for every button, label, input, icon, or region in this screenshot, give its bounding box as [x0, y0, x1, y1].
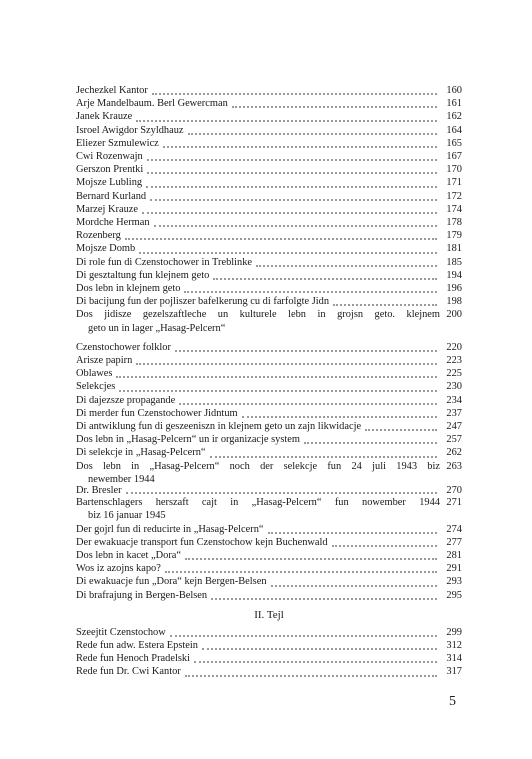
toc-entry: [76, 242, 462, 255]
toc-entry: [76, 84, 462, 97]
toc-entry-page: 196: [446, 283, 462, 295]
toc-leader-dots: [194, 660, 437, 663]
part-heading: II. Tejl: [254, 608, 284, 621]
toc-entry-page: 174: [446, 203, 462, 215]
toc-entry: [76, 575, 462, 588]
toc-entry: [76, 203, 462, 216]
toc-leader-dots: [175, 349, 437, 352]
toc-entry: [76, 137, 462, 150]
toc-entry: [76, 394, 462, 407]
toc-leader-dots: [163, 145, 437, 148]
toc-entry-title: Eliezer Szmulewicz: [76, 137, 159, 149]
toc-entry-title: Arisze papirn: [76, 355, 133, 367]
toc-entry-title: Der ewakuacje transport fun Czenstochow kejn Buchenwald: [76, 536, 328, 548]
toc-leader-dots: [139, 251, 437, 254]
toc-entry: [76, 354, 462, 367]
toc-entry-page: 225: [446, 368, 462, 380]
toc-entry: [76, 420, 462, 433]
table-of-contents: [76, 84, 462, 679]
toc-leader-dots: [147, 171, 437, 174]
toc-leader-dots: [179, 402, 437, 405]
toc-entry: [76, 433, 462, 446]
toc-entry-title-line2: newember 1944: [88, 473, 155, 485]
toc-entry-page: 200: [446, 309, 462, 321]
toc-entry-page: 270: [446, 485, 462, 497]
toc-entry-page: 247: [446, 421, 462, 433]
toc-leader-dots: [213, 277, 437, 280]
toc-entry: [76, 229, 462, 242]
toc-entry: [76, 256, 462, 269]
toc-entry: [76, 665, 462, 678]
toc-entry-page: 299: [446, 626, 462, 638]
toc-entry: [76, 562, 462, 575]
toc-leader-dots: [150, 198, 437, 201]
toc-entry-title: Dr. Bresler: [76, 485, 122, 497]
toc-entry-page: 185: [446, 256, 462, 268]
toc-leader-dots: [165, 570, 437, 573]
toc-entry-title: Di selekcje in „Hasag-Pelcern“: [76, 447, 206, 459]
toc-leader-dots: [185, 674, 437, 677]
toc-entry: [76, 549, 462, 562]
toc-entry-page: 161: [446, 98, 462, 110]
toc-entry-page: 178: [446, 217, 462, 229]
toc-entry-page: 160: [446, 85, 462, 96]
toc-entry-title: Dos lebn in kacet „Dora“: [76, 549, 182, 561]
toc-entry-page: 230: [446, 381, 462, 393]
toc-entry: [76, 626, 462, 639]
toc-entry-page: 317: [446, 666, 462, 678]
toc-entry-page: 172: [446, 190, 462, 202]
toc-entry-page: 164: [446, 124, 462, 136]
toc-leader-dots: [136, 119, 437, 122]
toc-entry-title: Marzej Krauze: [76, 203, 139, 215]
toc-entry-title: Di role fun di Czenstochower in Treblinke: [76, 256, 253, 268]
toc-entry-title-line1: Dos lebn in „Hasag-Pelcern“ noch der selekcje fun 24 juli 1943 biz: [76, 460, 440, 472]
toc-entry: [76, 176, 462, 189]
toc-entry-title: Janek Krauze: [76, 111, 133, 123]
toc-entry-title: Mojsze Domb: [76, 243, 136, 255]
toc-entry: [76, 446, 462, 459]
toc-entry-page: 223: [446, 355, 462, 367]
toc-entry: [76, 269, 462, 282]
toc-leader-dots: [256, 264, 437, 267]
toc-entry: [76, 216, 462, 229]
toc-entry: [76, 652, 462, 665]
toc-entry-multiline: [76, 460, 462, 486]
toc-entry: [76, 124, 462, 137]
toc-entry-page: 170: [446, 164, 462, 176]
toc-entry-title-line2: geto un in lager „Hasag-Pelcern“: [88, 322, 226, 334]
toc-group-topics: [76, 341, 462, 460]
toc-entry-title: Mojsze Lubling: [76, 177, 143, 189]
toc-entry-title: Di gesztaltung fun klejnem geto: [76, 269, 210, 281]
toc-leader-dots: [136, 362, 437, 365]
toc-leader-dots: [119, 389, 437, 392]
page-number: 5: [449, 694, 456, 709]
toc-leader-dots: [211, 597, 437, 600]
toc-entry-title: Dos lebn in klejnem geto: [76, 283, 181, 295]
toc-entry-title: Wos iz azojns kapo?: [76, 563, 161, 575]
toc-entry: [76, 295, 462, 308]
toc-entry-title: Rozenberg: [76, 230, 121, 242]
toc-entry-title: Di antwiklung fun di geszeeniszn in klejnem geto un zajn likwidacje: [76, 421, 362, 433]
toc-leader-dots: [126, 491, 437, 494]
toc-entry: [76, 110, 462, 123]
toc-entry: [76, 367, 462, 380]
toc-entry-multiline: [76, 496, 462, 522]
toc-entry-title: Di brafrajung in Bergen-Belsen: [76, 589, 208, 601]
toc-entry: [76, 380, 462, 393]
toc-leader-dots: [268, 531, 437, 534]
toc-entry: [76, 589, 462, 602]
toc-entry: [76, 341, 462, 354]
toc-entry-page: 262: [446, 447, 462, 459]
toc-entry-title: Rede fun Henoch Pradelski: [76, 653, 190, 665]
toc-leader-dots: [185, 557, 437, 560]
toc-leader-dots: [142, 211, 437, 214]
toc-entry-title: Di dajezsze propagande: [76, 394, 176, 406]
toc-entry-title-line1: Dos jidisze gezelszaftleche un kulturele lebn in grojsn geto. klejnem: [76, 309, 440, 321]
toc-entry-page: 237: [446, 407, 462, 419]
toc-entry: [76, 536, 462, 549]
toc-leader-dots: [146, 185, 437, 188]
toc-entry-page: 312: [446, 639, 462, 651]
toc-entry-page: 291: [446, 563, 462, 575]
toc-entry-page: 263: [446, 460, 462, 472]
toc-leader-dots: [184, 290, 437, 293]
toc-entry-title: Gerszon Prentki: [76, 164, 144, 176]
toc-entry-page: 181: [446, 243, 462, 255]
toc-leader-dots: [210, 455, 437, 458]
toc-entry-page: 277: [446, 536, 462, 548]
toc-leader-dots: [152, 92, 437, 95]
toc-entry-title: Dos lebn in „Hasag-Pelcern“ un ir organizacje system: [76, 434, 300, 446]
toc-entry-multiline: [76, 308, 462, 334]
toc-leader-dots: [242, 415, 437, 418]
toc-leader-dots: [170, 634, 437, 637]
toc-entry-page: 257: [446, 434, 462, 446]
toc-entry-title: Der gojrl fun di reducirte in „Hasag-Pelcern“: [76, 523, 264, 535]
toc-leader-dots: [202, 647, 437, 650]
toc-leader-dots: [116, 375, 437, 378]
toc-entry-title: Czenstochower folklor: [76, 341, 171, 353]
toc-entry-page: 171: [446, 177, 462, 189]
toc-entry-page: 293: [446, 576, 462, 588]
toc-entry-title: Oblawes: [76, 368, 113, 380]
toc-entry-title-line2: biz 16 januar 1945: [88, 510, 166, 522]
toc-entry-page: 271: [446, 497, 462, 509]
toc-group-speeches: [76, 626, 462, 679]
toc-entry: [76, 486, 462, 496]
toc-entry: [76, 639, 462, 652]
toc-entry-title: Selekcjes: [76, 381, 116, 393]
toc-entry-title: Bernard Kurland: [76, 190, 147, 202]
toc-entry-title: Jechezkel Kantor: [76, 85, 148, 96]
toc-entry: [76, 523, 462, 536]
toc-leader-dots: [232, 105, 437, 108]
toc-entry-page: 220: [446, 341, 462, 353]
toc-entry-page: 165: [446, 137, 462, 149]
toc-entry-page: 274: [446, 523, 462, 535]
toc-group-camps: [76, 523, 462, 602]
toc-entry-title: Szeejtit Czenstochow: [76, 626, 166, 638]
toc-leader-dots: [188, 132, 437, 135]
toc-entry-page: 167: [446, 151, 462, 163]
toc-leader-dots: [271, 584, 437, 587]
toc-entry-page: 162: [446, 111, 462, 123]
toc-leader-dots: [125, 237, 437, 240]
toc-entry: [76, 282, 462, 295]
toc-entry-title: Di bacijung fun der pojliszer bafelkerung cu di farfolgte Jidn: [76, 296, 330, 308]
toc-entry-title: Isroel Awigdor Szyldhauz: [76, 124, 184, 136]
toc-leader-dots: [332, 544, 437, 547]
toc-entry-title: Cwi Rozenwajn: [76, 151, 143, 163]
toc-entry-page: 281: [446, 549, 462, 561]
toc-entry-title: Mordche Herman: [76, 217, 150, 229]
toc-group-persons: [76, 84, 462, 308]
toc-entry-page: 198: [446, 296, 462, 308]
toc-entry-title: Rede fun Dr. Cwi Kantor: [76, 666, 181, 678]
toc-leader-dots: [333, 303, 437, 306]
toc-entry: [76, 163, 462, 176]
toc-entry: [76, 190, 462, 203]
toc-leader-dots: [147, 158, 437, 161]
toc-entry-page: 194: [446, 269, 462, 281]
toc-entry-page: 179: [446, 230, 462, 242]
toc-entry: [76, 407, 462, 420]
toc-entry: [76, 97, 462, 110]
toc-entry-title: Rede fun adw. Estera Epstein: [76, 639, 198, 651]
toc-entry-title: Di merder fun Czenstochower Jidntum: [76, 407, 238, 419]
toc-leader-dots: [304, 441, 437, 444]
toc-entry-title: Arje Mandelbaum. Berl Gewercman: [76, 98, 228, 110]
toc-leader-dots: [365, 428, 437, 431]
toc-entry-title-line1: Bartenschlagers herszaft cajt in „Hasag-Pelcern“ fun nowember 1944: [76, 497, 440, 509]
toc-entry-page: 295: [446, 589, 462, 601]
toc-entry-page: 234: [446, 394, 462, 406]
toc-entry-page: 314: [446, 653, 462, 665]
toc-entry: [76, 150, 462, 163]
toc-entry-title: Di ewakuacje fun „Dora“ kejn Bergen-Belsen: [76, 576, 267, 588]
toc-leader-dots: [154, 224, 437, 227]
